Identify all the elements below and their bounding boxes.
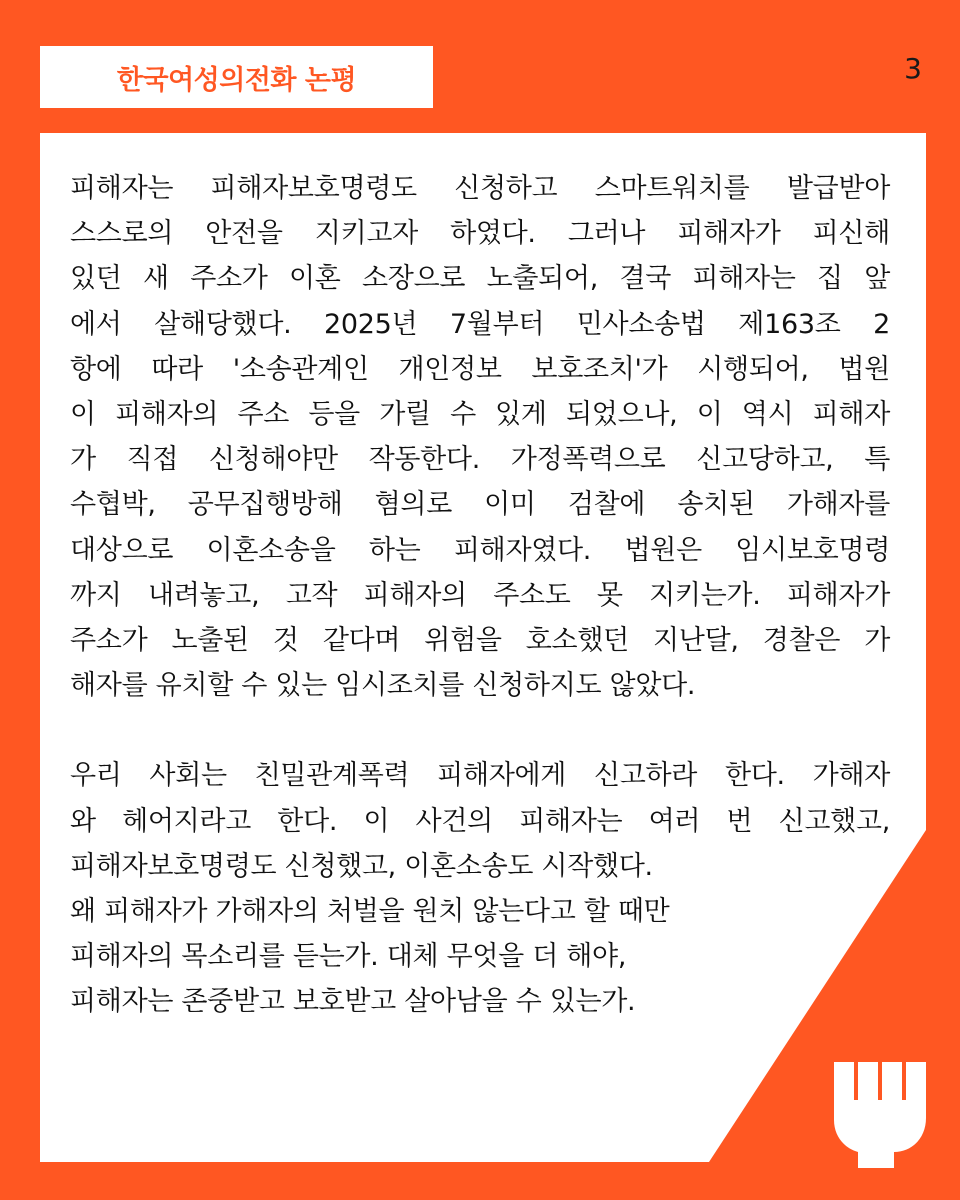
text-line: 이 피해자의 주소 등을 가릴 수 있게 되었으나, 이 역시 피해자 (70, 399, 891, 431)
text-line: 주소가 노출된 것 같다며 위험을 호소했던 지난달, 경찰은 가 (70, 625, 890, 657)
text-line: 있던 새 주소가 이혼 소장으로 노출되어, 결국 피해자는 집 앞 (70, 263, 890, 295)
text-line: 에서 살해당했다. 2025년 7월부터 민사소송법 제163조 2 (70, 308, 890, 340)
text-line: 까지 내려놓고, 고작 피해자의 주소도 못 지키는가. 피해자가 (70, 579, 890, 611)
text-line: 가 직접 신청해야만 작동한다. 가정폭력으로 신고당하고, 특 (70, 444, 890, 476)
paragraph-1 (70, 166, 890, 708)
text-line: 스스로의 안전을 지키고자 하였다. 그러나 피해자가 피신해 (70, 218, 890, 250)
text-line: 피해자의 목소리를 듣는가. 대체 무엇을 더 해야, (70, 941, 627, 973)
header-label-text: 한국여성의전화 논평 (116, 64, 357, 96)
text-line: 우리 사회는 친밀관계폭력 피해자에게 신고하라 한다. 가해자 (70, 760, 890, 792)
text-line: 수협박, 공무집행방해 혐의로 이미 검찰에 송치된 가해자를 (70, 489, 890, 521)
text-line: 피해자보호명령도 신청했고, 이혼소송도 시작했다. (70, 850, 653, 882)
header-label (40, 46, 433, 108)
text-line: 와 헤어지라고 한다. 이 사건의 피해자는 여러 번 신고했고, (70, 805, 890, 837)
text-line: 피해자는 존중받고 보호받고 살아남을 수 있는가. (70, 986, 636, 1018)
text-line: 해자를 유치할 수 있는 임시조치를 신청하지도 않았다. (70, 670, 696, 702)
article-body (70, 166, 890, 1025)
text-line: 대상으로 이혼소송을 하는 피해자였다. 법원은 임시보호명령 (70, 534, 890, 566)
text-line: 항에 따라 '소송관계인 개인정보 보호조치'가 시행되어, 법원 (70, 353, 890, 385)
text-line: 피해자는 피해자보호명령도 신청하고 스마트워치를 발급받아 (70, 173, 890, 204)
paragraph-2 (70, 753, 890, 1024)
fist-logo-icon (832, 1060, 928, 1170)
text-line: 왜 피해자가 가해자의 처벌을 원치 않는다고 할 때만 (70, 896, 670, 928)
page-number: 3 (904, 52, 922, 85)
